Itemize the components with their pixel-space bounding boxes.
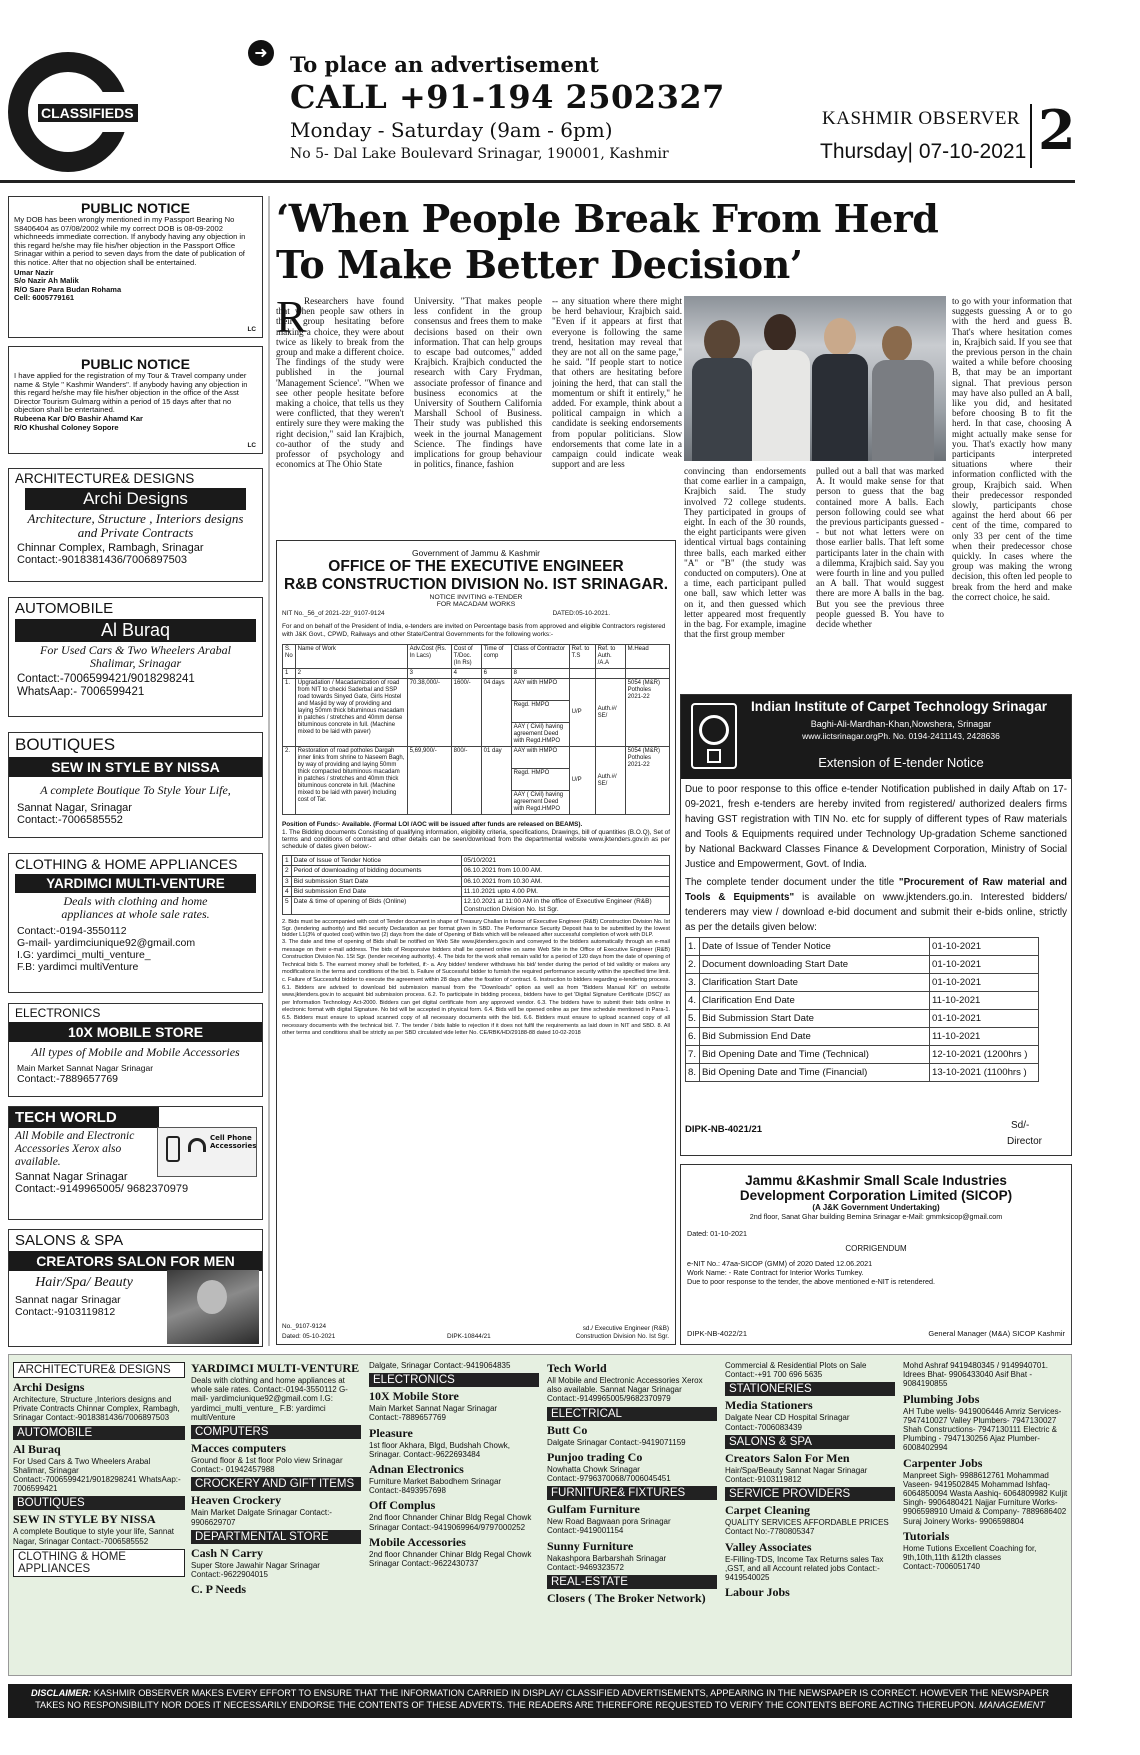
ad-automobile xyxy=(8,597,263,717)
strip-listing xyxy=(547,1423,717,1447)
drop-cap: R xyxy=(276,291,307,342)
notice-tag: LC xyxy=(247,325,256,333)
strip-listing xyxy=(547,1539,717,1572)
article-column: -- any situation where there might be herd behaviour, Krajbich said. "Even if it appears at first that everyone is following the same trend, hesitation may reveal that they are not all on the same page," he said. "If people start to notice that others are hesitating before joining the herd, that can stall the momentum or shift it entirely," he added. For example, think about a political campaign in which a candidate is seeking endorsements from popular politicians. Slow endorsements that come late in a campaign could indicate weak support and are less xyxy=(552,296,682,470)
listing-details[interactable]: All Mobile and Electronic Accessories Xerox also available. Sannat Nagar Srinagar Contact:-9149965005/9682370979 xyxy=(547,1376,703,1404)
tender-dipk: DIPK-10844/21 xyxy=(447,1332,491,1340)
listing-details[interactable]: Commercial & Residential Plots on Sale Contact:-+91 700 696 5635 xyxy=(725,1361,867,1380)
col-number: 4 xyxy=(451,669,481,679)
strip-section-label: BOUTIQUES xyxy=(13,1496,185,1510)
strip-listing xyxy=(547,1450,717,1483)
ad-address: No 5- Dal Lake Boulevard Srinagar, 190001, Kashmir xyxy=(290,146,669,162)
listing-details[interactable]: Dalgate Near CD Hospital Srinagar Contact:-7006083439 xyxy=(725,1413,850,1432)
iict-logo xyxy=(691,703,737,769)
row-class: AAY ( Civil) having agreement Deed with Regd.HMPO xyxy=(513,724,564,745)
ad-name: SEW IN STYLE BY NISSA xyxy=(9,757,262,777)
listing-details[interactable]: 1st floor Akhara, Blgd, Budshah Chowk, Srinagar. Contact:-9622693484 xyxy=(369,1440,510,1459)
listing-name: Punjoo trading Co xyxy=(547,1449,643,1464)
ad-contact[interactable]: Contact:-9149965005/ 9682370979 xyxy=(15,1183,189,1195)
ad-name: Al Buraq xyxy=(15,619,256,642)
strip-listing xyxy=(191,1361,361,1422)
listing-details[interactable]: Deals with clothing and home appliances at whole sale rates. Contact:-0194-3550112 G-mail- yardimciunique92@gmail.com I.G: yardimci_multi_venture_ F.B: yardimci multiVenture xyxy=(191,1376,348,1422)
strip-section-label: COMPUTERS xyxy=(191,1425,361,1439)
col-number: 8 xyxy=(511,669,569,679)
strip-listing xyxy=(547,1502,717,1535)
article-body xyxy=(276,291,684,530)
tender-division: R&B CONSTRUCTION DIVISION No. IST SRINAGAR. xyxy=(283,576,669,593)
sicop-gm: General Manager (M&A) SICOP Kashmir xyxy=(928,1329,1065,1338)
notice-tag: LC xyxy=(247,441,256,449)
strip-section-label: ELECTRICAL xyxy=(547,1407,717,1421)
row-time: 04 days xyxy=(481,679,511,747)
listing-name: Pleasure xyxy=(369,1425,413,1440)
strip-section-label: REAL-ESTATE xyxy=(547,1575,717,1589)
strip-listing xyxy=(547,1361,717,1404)
col-number: 6 xyxy=(481,669,511,679)
schedule-row: 2 Period of downloading of bidding documents 06.10.2021 from 10.00 AM. xyxy=(283,866,670,876)
listing-name: Adnan Electronics xyxy=(369,1462,464,1477)
row-class: Regd. HMPO xyxy=(512,769,569,791)
ad-phone[interactable]: CALL +91-194 2502327 xyxy=(290,78,725,116)
listing-name: Tutorials xyxy=(903,1528,950,1543)
article-column: to go with your information that suggests guessing A or to go with the herd and guess B. That's where hesitation comes in, Krajbich said. If you see that the previous person in the chain waited a while before choosing B, that may be an important signal. That previous person may have also pulled an A ball, like you did, and hesitated before choosing B to fit the herd. In that case, choosing A might actually make sense for you. That's exactly how many participants interpreted situations where their information conflicted with the group, Krajbich said. When their predecessor responded slowly, participants chose against the herd about 66 per cent of the time, compared to only 33 per cent of the time when their predecessor chose quickly. In cases where the group was making the wrong decision, this often led people to break from the herd and make the correct choice, he said. xyxy=(952,296,1072,602)
notice-title: PUBLIC NOTICE xyxy=(81,200,190,216)
disclaimer-management: MANAGEMENT xyxy=(979,1700,1045,1710)
row-work: Upgradation / Macadamization of road from NIT to checki Saderbal and SSP road towards Sinyed Gate, Girls Hostel and Masjid by way of providing and laying 50mm thick bituminous macadam in patches / stretches and 40mm dense bituminous concrete in full. (Machine mixed to be laid with paver) xyxy=(295,679,407,747)
public-notice-1 xyxy=(8,196,263,338)
ad-address: Chinnar Complex, Rambagh, Srinagar xyxy=(17,542,204,554)
iict-sd: Sd/- xyxy=(1011,1120,1030,1131)
ad-name: Archi Designs xyxy=(25,488,246,510)
listing-name: Tech World xyxy=(547,1361,607,1375)
article-column: pulled out a ball that was marked A. It would make sense for that person to guess that the bag contained more A balls. Each person following could see what the previous participants guessed -- but not what letters were on those earlier balls. That left some participants later in the chain with a dilemma, Krajbich said. Say you were fourth in line and you pulled an A ball. That would suggest there are more A balls in the bag. But you see the previous three people guessed B. You have to decide whether xyxy=(816,466,944,630)
notice-line: R/O Khushal Coloney Sopore xyxy=(14,422,119,432)
strip-listing xyxy=(725,1585,895,1600)
ad-whatsapp[interactable]: WhatsAap:- 7006599421 xyxy=(17,686,145,698)
strip-listing xyxy=(191,1493,361,1526)
page-number: 2 xyxy=(1038,98,1076,162)
strip-listing xyxy=(191,1546,361,1579)
schedule-row: 4 Bid submission End Date 11.10.2021 upto 4.00 PM. xyxy=(283,887,670,897)
listing-details[interactable]: 2nd floor Chnander Chinar Bldg Regal Chowk Srinagar Contact:-9419069964/9797000252 xyxy=(369,1513,532,1532)
strip-column xyxy=(547,1359,717,1673)
ad-tagline: Architecture, Structure , Interiors designs and Private Contracts xyxy=(27,511,244,540)
listing-details[interactable]: Manpreet Sigh- 9988612761 Mohammad Vaseen- 9419502845 Mohammad Ishfaq- 6064850094 Wasta Aashiq- 6064809982 Kuljit Singh- 9906480421 Najjar Furniture Works- 9906598910 Umaid & Company- 7889686402 Suraj Joinery Works- 9906598804 xyxy=(903,1470,1068,1526)
ad-address: Sannat nagar Srinagar xyxy=(15,1294,121,1306)
row-doc-cost: 1600/- xyxy=(451,679,481,747)
strip-listing xyxy=(903,1392,1069,1453)
listing-name: Carpenter Jobs xyxy=(903,1455,983,1470)
sicop-line: Work Name: - Rate Contract for Interior Works Turnkey. xyxy=(687,1268,864,1277)
classified-strip xyxy=(8,1354,1072,1676)
rb-tender-notice xyxy=(276,540,676,1345)
sicop-dipk: DIPK-NB-4022/21 xyxy=(687,1329,748,1338)
ad-category: CLOTHING & HOME APPLIANCES xyxy=(15,856,238,872)
sicop-title-2: Development Corporation Limited (SICOP) xyxy=(739,1188,1013,1203)
listing-details[interactable]: 2nd floor Chnander Chinar Bldg Regal Chowk Srinagar Contact:-9622430737 xyxy=(369,1549,532,1569)
notice-body: My DOB has been wrongly mentioned in my Passport Bearing No S8406404 as 07/08/2002 while my correct DOB is 08-09-2002 whichneeds immediate correction. If anybody having any objection in this regard he/she may file his/her objection in the Passport Office Srinagar within a period to seven days from the date of publication of this notice. After that no objection shall be entertained. xyxy=(14,215,246,267)
ad-category: BOUTIQUES xyxy=(15,735,116,754)
iict-extension-title: Extension of E-tender Notice xyxy=(818,755,984,770)
strip-column xyxy=(903,1359,1069,1673)
ad-contact[interactable]: Contact:-9103119812 xyxy=(15,1306,116,1318)
notice-title: PUBLIC NOTICE xyxy=(81,356,190,372)
ad-category: AUTOMOBILE xyxy=(15,600,114,617)
listing-name: YARDIMCI MULTI-VENTURE xyxy=(191,1361,360,1375)
schedule-row: 5 Date & time of opening of Bids (Online) 12.10.2021 at 11:00 AM in the office of Executive Engineer (R&B) Construction Division No. Ist Sgr. xyxy=(283,897,670,915)
row-head: 5054 (M&R) Potholes 2021-22 xyxy=(625,747,669,815)
ad-name: CREATORS SALON FOR MEN xyxy=(9,1251,262,1271)
schedule-row: 8. Bid Opening Date and Time (Financial) 13-10-2021 (1100hrs ) xyxy=(686,1064,1039,1082)
listing-details[interactable]: Furniture Market Babodhem Srinagar Contact:-8493957698 xyxy=(369,1477,502,1496)
strip-listing xyxy=(191,1441,361,1474)
sicop-corrigendum: CORRIGENDUM xyxy=(845,1244,907,1253)
strip-listing xyxy=(903,1361,1069,1389)
iict-para-1: Due to poor response to this office e-tender Notification published in daily Aftab on 17-09-2021, fresh e-tenders are hereby invited from registered/ authorized dealers firms having GST registration with TIN No. etc for supply of different types of Raw materials and Tools & Equipments required under Technology Up-gradation Scheme sanctioned by National Backward Classes Finance & Development Corporation, Ministry of Social Justice and Empowerment, Govt. of India. xyxy=(685,784,1067,870)
table-header-row xyxy=(283,645,670,669)
row-sn: 1. xyxy=(283,679,296,747)
phone-accessories-image xyxy=(157,1127,257,1177)
tender-office: OFFICE OF THE EXECUTIVE ENGINEER xyxy=(328,558,624,575)
row-class: AAY ( Civil) having agreement Deed with Regd.HMPO xyxy=(513,792,564,813)
row-class: Regd. HMPO xyxy=(512,701,569,723)
ad-clothing xyxy=(8,853,263,993)
strip-listing xyxy=(369,1426,539,1459)
col-header: Ref. to Auth. /A.A xyxy=(595,645,625,669)
strip-listing xyxy=(903,1456,1069,1526)
row-auth: Auth.#/ SE/ xyxy=(595,679,625,747)
listing-details[interactable]: For Used Cars & Two Wheelers Arabal Shalimar, Srinagar Contact:-7006599421/9018298241 WhatsAap:- 7006599421 xyxy=(13,1456,181,1494)
row-class: AAY with HMPO xyxy=(512,679,569,701)
table-row xyxy=(283,679,670,747)
strip-section-label: CLOTHING & HOME APPLIANCES xyxy=(13,1549,185,1577)
tender-intro: For and on behalf of the President of India, e-tenders are invited on Percentage basis from approved and eligible Contractors registered with J&K Govt., CPWD, Railways and other State/Central Governments for the following works:- xyxy=(282,623,666,638)
article-headline-2: To Make Better Decision’ xyxy=(276,242,803,287)
strip-listing xyxy=(725,1540,895,1583)
article-column: convincing than endorsements that come earlier in a campaign, Krajbich said. The study involved 72 college students. They participated in groups of eight. In each of the 30 rounds, the eight participants were given identical virtual bags containing three balls, each marked either "A" or "B" (the study was conducted on computers). One at a time, each participant pulled one ball, saw which letter was on it, and then guessed which letter appeared most frequently in the bag. For example, imagine that the first group member xyxy=(684,466,806,640)
sicop-title-3: (A J&K Government Undertaking) xyxy=(812,1203,940,1212)
tender-para-2: 2. Bids must be accompanied with cost of Tender document in shape of Treasury Challan in favour of Executive Engineer (R&B) Construction Division No. Ist Sgr. (tendering authority) and Bid security Declaration as per format given in SBD. The Performance Security Deposit has to be submitted by the lowest bidder L1(3% of quoted cost) within two (2) days from the date of Opening of Bids which will be released after successful completion of work with DLP. xyxy=(282,919,670,939)
col-header: Time of comp xyxy=(481,645,511,669)
tender-schedule xyxy=(282,855,670,915)
ad-contact[interactable]: Contact:-7006599421/9018298241 xyxy=(17,673,195,685)
ad-tagline: A complete Boutique To Style Your Life, xyxy=(40,783,231,797)
ad-boutique xyxy=(8,732,263,838)
listing-details[interactable]: Dalgate Srinagar Contact:-9419071159 xyxy=(547,1437,686,1447)
schedule-row: 1. Date of Issue of Tender Notice 01-10-2021 xyxy=(686,938,1039,956)
col-header: Class of Contractor xyxy=(511,645,569,669)
tender-table xyxy=(282,644,670,815)
schedule-row: 4. Clarification End Date 11-10-2021 xyxy=(686,992,1039,1010)
row-ts: U/P xyxy=(569,679,595,747)
listing-name: Valley Associates xyxy=(725,1539,812,1554)
ad-category: SALONS & SPA xyxy=(15,1232,124,1249)
tender-nit: NOTICE INVITING e-TENDER xyxy=(429,594,523,601)
ad-contact[interactable]: Contact:-7889657769 xyxy=(17,1073,118,1085)
listing-name: Plumbing Jobs xyxy=(903,1391,980,1406)
listing-name: Archi Designs xyxy=(13,1380,85,1394)
row-ts: U/P xyxy=(569,747,595,815)
listing-details[interactable]: Nakashpora Barbarshah Srinagar Contact:-9469323572 xyxy=(547,1553,667,1572)
headphones-icon xyxy=(188,1138,206,1152)
strip-column xyxy=(191,1359,361,1673)
row-doc-cost: 800/- xyxy=(451,747,481,815)
ad-instagram[interactable]: I.G: yardimci_multi_venture_ xyxy=(17,949,151,961)
strip-listing xyxy=(725,1398,895,1431)
paper-name: KASHMIR OBSERVER xyxy=(822,108,1021,129)
tender-signature: sd./ Executive Engineer (R&B) Construction Division No. Ist Sgr. xyxy=(575,1325,669,1340)
schedule-row: 5. Bid Submission Start Date 01-10-2021 xyxy=(686,1010,1039,1028)
ad-hours: Monday - Saturday (9am - 6pm) xyxy=(290,118,613,142)
listing-name: 10X Mobile Store xyxy=(369,1389,459,1404)
listing-details[interactable]: New Road Bagwaan pora Srinagar Contact:-9419001154 xyxy=(547,1517,671,1536)
notice-line: Cell: 6005779161 xyxy=(14,293,75,303)
schedule-row: 2. Document downloading Start Date 01-10-2021 xyxy=(686,956,1039,974)
ad-tagline: All types of Mobile and Mobile Accessories xyxy=(31,1045,240,1059)
strip-column xyxy=(13,1359,185,1673)
image-caption: Cell Phone Accessories xyxy=(210,1134,257,1150)
listing-name: Carpet Cleaning xyxy=(725,1503,810,1518)
listing-details[interactable]: Dalgate, Srinagar Contact:-9419064835 xyxy=(369,1361,511,1370)
strip-listing xyxy=(369,1498,539,1531)
listing-details[interactable]: AH Tube wells- 9419006446 Amriz Services- 7947410027 Valley Plumbers- 7947130027 Shah Constructions- 7947130111 Electric & Plumbing - 7947130256 Ajaz Plumber- 6008402994 xyxy=(903,1406,1062,1453)
strip-listing xyxy=(547,1591,717,1606)
strip-section-label: DEPARTMENTAL STORE xyxy=(191,1530,361,1544)
article-photo xyxy=(684,296,946,461)
sicop-address: 2nd floor, Sanat Ghar building Bemina Srinagar e-Mail: gmmksicop@gmail.com xyxy=(749,1212,1003,1221)
notice-body: I have applied for the registration of my Tour & Travel company under name & Style " Kashmir Wanders". If anybody having any objection in this regard he/she may file his/her objection in the office of the Asst Director Tourism Gulmarg within a period of 15 days after that no objection shall be entertained. xyxy=(14,371,248,415)
strip-listing xyxy=(903,1529,1069,1572)
phone-icon xyxy=(166,1136,180,1162)
strip-listing xyxy=(369,1535,539,1568)
sicop-notice xyxy=(680,1164,1072,1345)
iict-dipk: DIPK-NB-4021/21 xyxy=(685,1124,763,1135)
listing-details[interactable]: Mohd Ashraf 9419480345 / 9149940701. Idrees Bhat- 9906433040 Asif Bhat - 9084190855 xyxy=(903,1361,1049,1389)
disclaimer-label: DISCLAIMER: xyxy=(31,1688,92,1698)
listing-name: SEW IN STYLE BY NISSA xyxy=(13,1512,156,1527)
strip-listing xyxy=(13,1442,185,1494)
iict-address: Baghi-Ali-Mardhan-Khan,Nowshera, Srinagar xyxy=(810,719,992,729)
listing-name: Gulfam Furniture xyxy=(547,1502,640,1517)
listing-details[interactable]: E-Filling-TDS, Income Tax Returns sales Tax ,GST, and all Account related jobs Contact:- 9419540025 xyxy=(725,1554,884,1583)
row-time: 01 day xyxy=(481,747,511,815)
place-ad-label: To place an advertisement xyxy=(290,52,599,77)
listing-details[interactable]: Architecture, Structure ,Interiors designs and Private Contracts Chinnar Complex, Rambagh, Srinagar Contact:-9018381436/7006897503 xyxy=(13,1395,180,1423)
issue-date: Thursday| 07-10-2021 xyxy=(820,140,1027,163)
listing-name: Labour Jobs xyxy=(725,1585,790,1600)
ad-name: 10X MOBILE STORE xyxy=(9,1022,262,1042)
strip-section-label: STATIONERIES xyxy=(725,1382,895,1396)
ad-tagline: For Used Cars & Two Wheelers Arabal Shalimar, Srinagar xyxy=(40,643,231,670)
ad-address: Sannat Nagar Srinagar xyxy=(15,1171,128,1183)
strip-listing xyxy=(13,1512,185,1545)
strip-column xyxy=(369,1359,539,1673)
sicop-line: Due to poor response to the tender, the above mentioned e-NIT is retendered. xyxy=(687,1277,935,1286)
row-auth: Auth.#/ SE/ xyxy=(595,747,625,815)
notice-line: S/o Nazir Ah Malik xyxy=(14,276,79,286)
listing-name: Mobile Accessories xyxy=(369,1534,466,1549)
listing-name: Butt Co xyxy=(547,1422,588,1437)
tender-dated: DATED:05-10-2021. xyxy=(552,610,610,617)
ad-category: ARCHITECTURE& DESIGNS xyxy=(15,471,195,486)
listing-name: Media Stationers xyxy=(725,1398,813,1413)
ad-salon xyxy=(8,1229,263,1347)
listing-details[interactable]: Super Store Jawahir Nagar Srinagar Contact:-9622904015 xyxy=(191,1560,320,1580)
strip-listing xyxy=(725,1361,895,1379)
row-sn: 2. xyxy=(283,747,296,815)
strip-listing xyxy=(369,1361,539,1370)
listing-name: Sunny Furniture xyxy=(547,1538,634,1553)
listing-details[interactable]: QUALITY SERVICES AFFORDABLE PRICES Contact No:-7780805347 xyxy=(725,1518,889,1537)
logo-text: CLASSIFIEDS xyxy=(38,104,138,122)
article-column: Researchers have found that when people saw others in their group hesitating before making a choice, they were about twice as likely to break from the group and make a different choice. The findings of the study were published in the journal 'Management Science'. "When we see other people hesitate before making a choice, that tells us they were conflicted, that they weren't entirely sure they were making the right decision," said Ian Krajbich, co-author of the study and professor of psychology and economics at The Ohio State xyxy=(276,296,404,470)
strip-listing xyxy=(725,1451,895,1484)
iict-schedule xyxy=(685,937,1039,1082)
listing-name: Macces computers xyxy=(191,1441,286,1456)
strip-section-label: SALONS & SPA xyxy=(725,1435,895,1449)
strip-listing xyxy=(191,1582,361,1597)
listing-name: Creators Salon For Men xyxy=(725,1450,850,1465)
col-number: 1 xyxy=(283,669,296,679)
tender-no: NIT No._56_of 2021-22/_9107-9124 xyxy=(282,610,385,617)
col-header: Adv.Cost (Rs. In Lacs) xyxy=(407,645,451,669)
ad-contact[interactable]: Contact:-7006585552 xyxy=(17,814,123,826)
col-header: Cost of T/Doc. (In Rs) xyxy=(451,645,481,669)
strip-listing xyxy=(369,1462,539,1495)
tender-dated-footer: Dated: 05-10-2021 xyxy=(282,1332,336,1340)
ad-email[interactable]: G-mail- yardimciunique92@gmail.com xyxy=(17,937,196,949)
ad-tagline: All Mobile and Electronic Accessories Xerox also available. xyxy=(15,1130,135,1168)
iict-title: Indian Institute of Carpet Technology Srinagar xyxy=(751,699,1048,714)
col-header: Name of Work xyxy=(295,645,407,669)
ad-phone[interactable]: Contact:-0194-3550112 xyxy=(17,925,127,937)
listing-details[interactable]: A complete Boutique to style your life, Sannat Nagar, Srinagar Contact:-7006585552 xyxy=(13,1527,174,1546)
tender-footno: No._9107-9124 xyxy=(282,1322,327,1330)
ad-contact[interactable]: Contact:-9018381436/7006897503 xyxy=(17,554,188,566)
listing-name: Closers ( The Broker Network) xyxy=(547,1591,706,1606)
barber-image xyxy=(167,1270,259,1344)
row-head: 5054 (M&R) Potholes 2021-22 xyxy=(625,679,669,747)
listing-name: Al Buraq xyxy=(13,1441,61,1456)
schedule-row: 1 Date of Issue of Tender Notice 05/10/2021 xyxy=(283,855,670,865)
strip-listing xyxy=(369,1389,539,1422)
article-column: University. "That makes people less confident in the group consensus and frees them to make decisions based on their own information. That can help groups to escape bad outcomes," added Krajbich. Krajbich conducted the research with Cary Frydman, associate professor of finance and business economics at the University of Southern California Marshall School of Business. Their study was published this week in the journal Management Science. The findings have implications for group behaviour in politics, finance, fashion xyxy=(414,296,542,470)
public-notice-2 xyxy=(8,346,263,454)
strip-section-label: CROCKERY AND GIFT ITEMS xyxy=(191,1477,361,1491)
iict-doc-title: "Procurement of Raw material and Tools & Equipments" xyxy=(685,877,1067,903)
tender-for: FOR MACADAM WORKS xyxy=(436,601,516,608)
sicop-dated: Dated: 01-10-2021 xyxy=(687,1229,747,1238)
table-number-row xyxy=(283,669,670,679)
iict-notice xyxy=(680,694,1072,1156)
tender-terms: 3. The date and time of opening of Bids shall be notified on Web Site www.jktenders.gov.in and conveyed to the bidders automatically through an e-mail message on their e-mail address. The bids of Responsive bidders shall be opened online on same Web Site in the Office of Executive Engineer (R&B) Construction Division No. 1St Sgr. (tender receiving authority). 4. The bids for the work shall remain valid for a period of 120 days from the date of opening of Technical bids 5. The earnest money shall be forfeited, if:- a. Any bidder/ tenderer withdraws his bid/ tender during the period of bid validity or makes any modifications in the terms and conditions of the bid. b. Failure of Successful bidder to furnish the required performance security within the specified time limit. c. Failure of Successful bidder to execute the agreement within 28 days after the fixation of contract. 6. Instruction to bidders regarding e-tendering process. 6.1. Bidders are advised to download bid submission manual from the "Downloads" option as well as from "Bidders Manual Kit" on website www.jktenders.gov.in to acquaint bid submission process. 6.2. To participate in bidding process, bidders have to get 'Digital Signature Certificate (DSC)' as per Information Technology Act-2000. Bidders can get digital certificate from any approved vendor. 6.3. The bidders have to submit their bids online in electronic format with digital Signature. No bid will be accepted in physical form. 6.4. Bids will be opened online as per time schedule mentioned in Para-1. 6.5. Bidders must ensure to upload scanned copy of all necessary documents with the bid. 6.6. Bidders must ensure to upload scanned copy of all necessary documents with the technical bid. 7. The tender / bids liable to rejection if it does not fulfil the requirements as laid down in NIT and SBD. 8. All other terms and conditions shall be strictly as per SBD circulated vide letter No. CE/RBK/HD/29188-88 dated 10-02-2018 xyxy=(282,939,670,1037)
strip-listing xyxy=(725,1503,895,1536)
listing-details[interactable]: Ground floor & 1st floor Polo view Srinagar Contact:- 01942457988 xyxy=(191,1456,343,1475)
ad-category: TECH WORLD xyxy=(9,1107,159,1128)
row-cost: 5,69,900/- xyxy=(407,747,451,815)
iict-director: Director xyxy=(1007,1136,1043,1147)
iict-para-2a: The complete tender document under the title xyxy=(685,877,895,888)
notice-line: Umar Nazir xyxy=(14,267,54,277)
disclaimer xyxy=(8,1684,1072,1718)
notice-line: Rubeena Kar D/O Bashir Ahamd Kar xyxy=(14,413,143,423)
row-cost: 70.38,000/- xyxy=(407,679,451,747)
ad-facebook[interactable]: F.B: yardimci multiVenture xyxy=(17,961,139,973)
listing-details[interactable]: Main Market Sannat Nagar Srinagar Contact:-7889657769 xyxy=(369,1404,498,1423)
strip-listing xyxy=(13,1380,185,1423)
col-header: S. No xyxy=(283,645,296,669)
disclaimer-text: KASHMIR OBSERVER MAKES EVERY EFFORT TO ENSURE THAT THE INFORMATION CARRIED IN DISPLAY/ CLASSIFIED ADVERTISEMENTS, APPEARING IN THE NEWSPAPER IS CORRECT. HOWEVER THE NEWSPAPER TAKES NO RESPONSIBILITY NOR DOES IT NECESSARILY ENDORSE THE CONTENTS OF THESE ADVERTS. THE READERS ARE THEREFORE REQUESTED TO VERIFY THE CONTENTS BEFORE ACTING THEREUPON. xyxy=(35,1688,1049,1710)
strip-column xyxy=(725,1359,895,1673)
schedule-row: 3. Clarification Start Date 01-10-2021 xyxy=(686,974,1039,992)
tender-funds: Position of Funds:- Available. (Formal LOI /AOC will be issued after funds are released on BEAMS). xyxy=(282,821,583,829)
strip-section-label: SERVICE PROVIDERS xyxy=(725,1487,895,1501)
col-header: M.Head xyxy=(625,645,669,669)
table-row xyxy=(283,747,670,815)
col-number: 2 xyxy=(295,669,407,679)
ad-electronics xyxy=(8,1003,263,1097)
ad-name: YARDIMCI MULTI-VENTURE xyxy=(15,874,256,893)
iict-para-2c: is available on www.jktenders.go.in. Interested bidders/ tenderers may view / download e-bid document and submit their e-bids online, strictly as per the details given below: xyxy=(685,892,1067,933)
tender-para-1: 1. The Bidding documents Consisting of qualifying information, eligibility criteria, specifications, Drawings, bill of quantities (B.O.Q), Set of terms and conditions of contract and other details can be seen/download from the departmental website www.jktenders.gov.in as per schedule of dates given below:- xyxy=(282,828,670,851)
listing-details[interactable]: Home Tutions Excellent Coaching for, 9th,10th,11th &12th classes Contact:-7006051740 xyxy=(903,1543,1037,1572)
row-work: Restoration of road potholes Dargah inner links from shrine to Naseem Bagh, by way of providing and laying 50mm thick compacted bituminous macadam in patches / stretches and 40mm thick bituminous concrete in full. (Machine mixed to be laid with paver) Including cost of Tar. xyxy=(295,747,407,815)
ad-archi xyxy=(8,468,263,582)
schedule-row: 6. Bid Submission End Date 11-10-2021 xyxy=(686,1028,1039,1046)
schedule-row: 3 Bid submission Start Date 06.10.2021 from 10.30 AM. xyxy=(283,876,670,886)
listing-details[interactable]: Hair/Spa/Beauty Sannat Nagar Srinagar Contact:-9103119812 xyxy=(725,1465,868,1485)
ad-tech-world xyxy=(8,1106,263,1220)
sicop-title-1: Jammu &Kashmir Small Scale Industries xyxy=(745,1173,1007,1188)
ad-address: Sannat Nagar, Srinagar xyxy=(17,802,132,814)
tender-gov: Government of Jammu & Kashmir xyxy=(411,548,540,558)
ad-category: ELECTRONICS xyxy=(15,1006,101,1020)
classifieds-logo xyxy=(8,52,134,172)
notice-line: R/O Sare Para Budan Rohama xyxy=(14,284,122,294)
listing-name: C. P Needs xyxy=(191,1582,246,1597)
pointer-icon: ➜ xyxy=(248,40,274,66)
ad-tagline: Deals with clothing and home appliances at whole sale rates. xyxy=(61,894,210,921)
row-class: AAY with HMPO xyxy=(512,747,569,769)
strip-section-label: AUTOMOBILE xyxy=(13,1426,185,1440)
schedule-row: 7. Bid Opening Date and Time (Technical) 12-10-2021 (1200hrs ) xyxy=(686,1046,1039,1064)
listing-details[interactable]: Nowhatta Chowk Srinagar Contact:-9796370068/7006045451 xyxy=(547,1464,671,1484)
sicop-line: e-NIT No.: 47aa-SICOP (GMM) of 2020 Dated 12.06.2021 xyxy=(687,1259,873,1268)
listing-name: Off Complus xyxy=(369,1498,436,1513)
listing-name: Heaven Crockery xyxy=(191,1493,282,1508)
col-header: Ref. to T.S xyxy=(569,645,595,669)
strip-section-label: ELECTRONICS xyxy=(369,1373,539,1387)
listing-details[interactable]: Main Market Dalgate Srinagar Contact:- 9906629707 xyxy=(191,1508,332,1527)
article-headline-1: ‘When People Break From Herd xyxy=(276,196,939,241)
listing-name: Cash N Carry xyxy=(191,1545,263,1560)
strip-section-label: FURNITURE& FIXTURES xyxy=(547,1486,717,1500)
iict-website[interactable]: www.iictsrinagar.orgPh. No. 0194-2411143, 2428636 xyxy=(802,731,1000,741)
col-number: 3 xyxy=(407,669,451,679)
ad-address: Main Market Sannat Nagar Srinagar xyxy=(17,1063,154,1073)
strip-section-label: ARCHITECTURE& DESIGNS xyxy=(13,1362,185,1378)
ad-tagline: Hair/Spa/ Beauty xyxy=(35,1275,133,1290)
